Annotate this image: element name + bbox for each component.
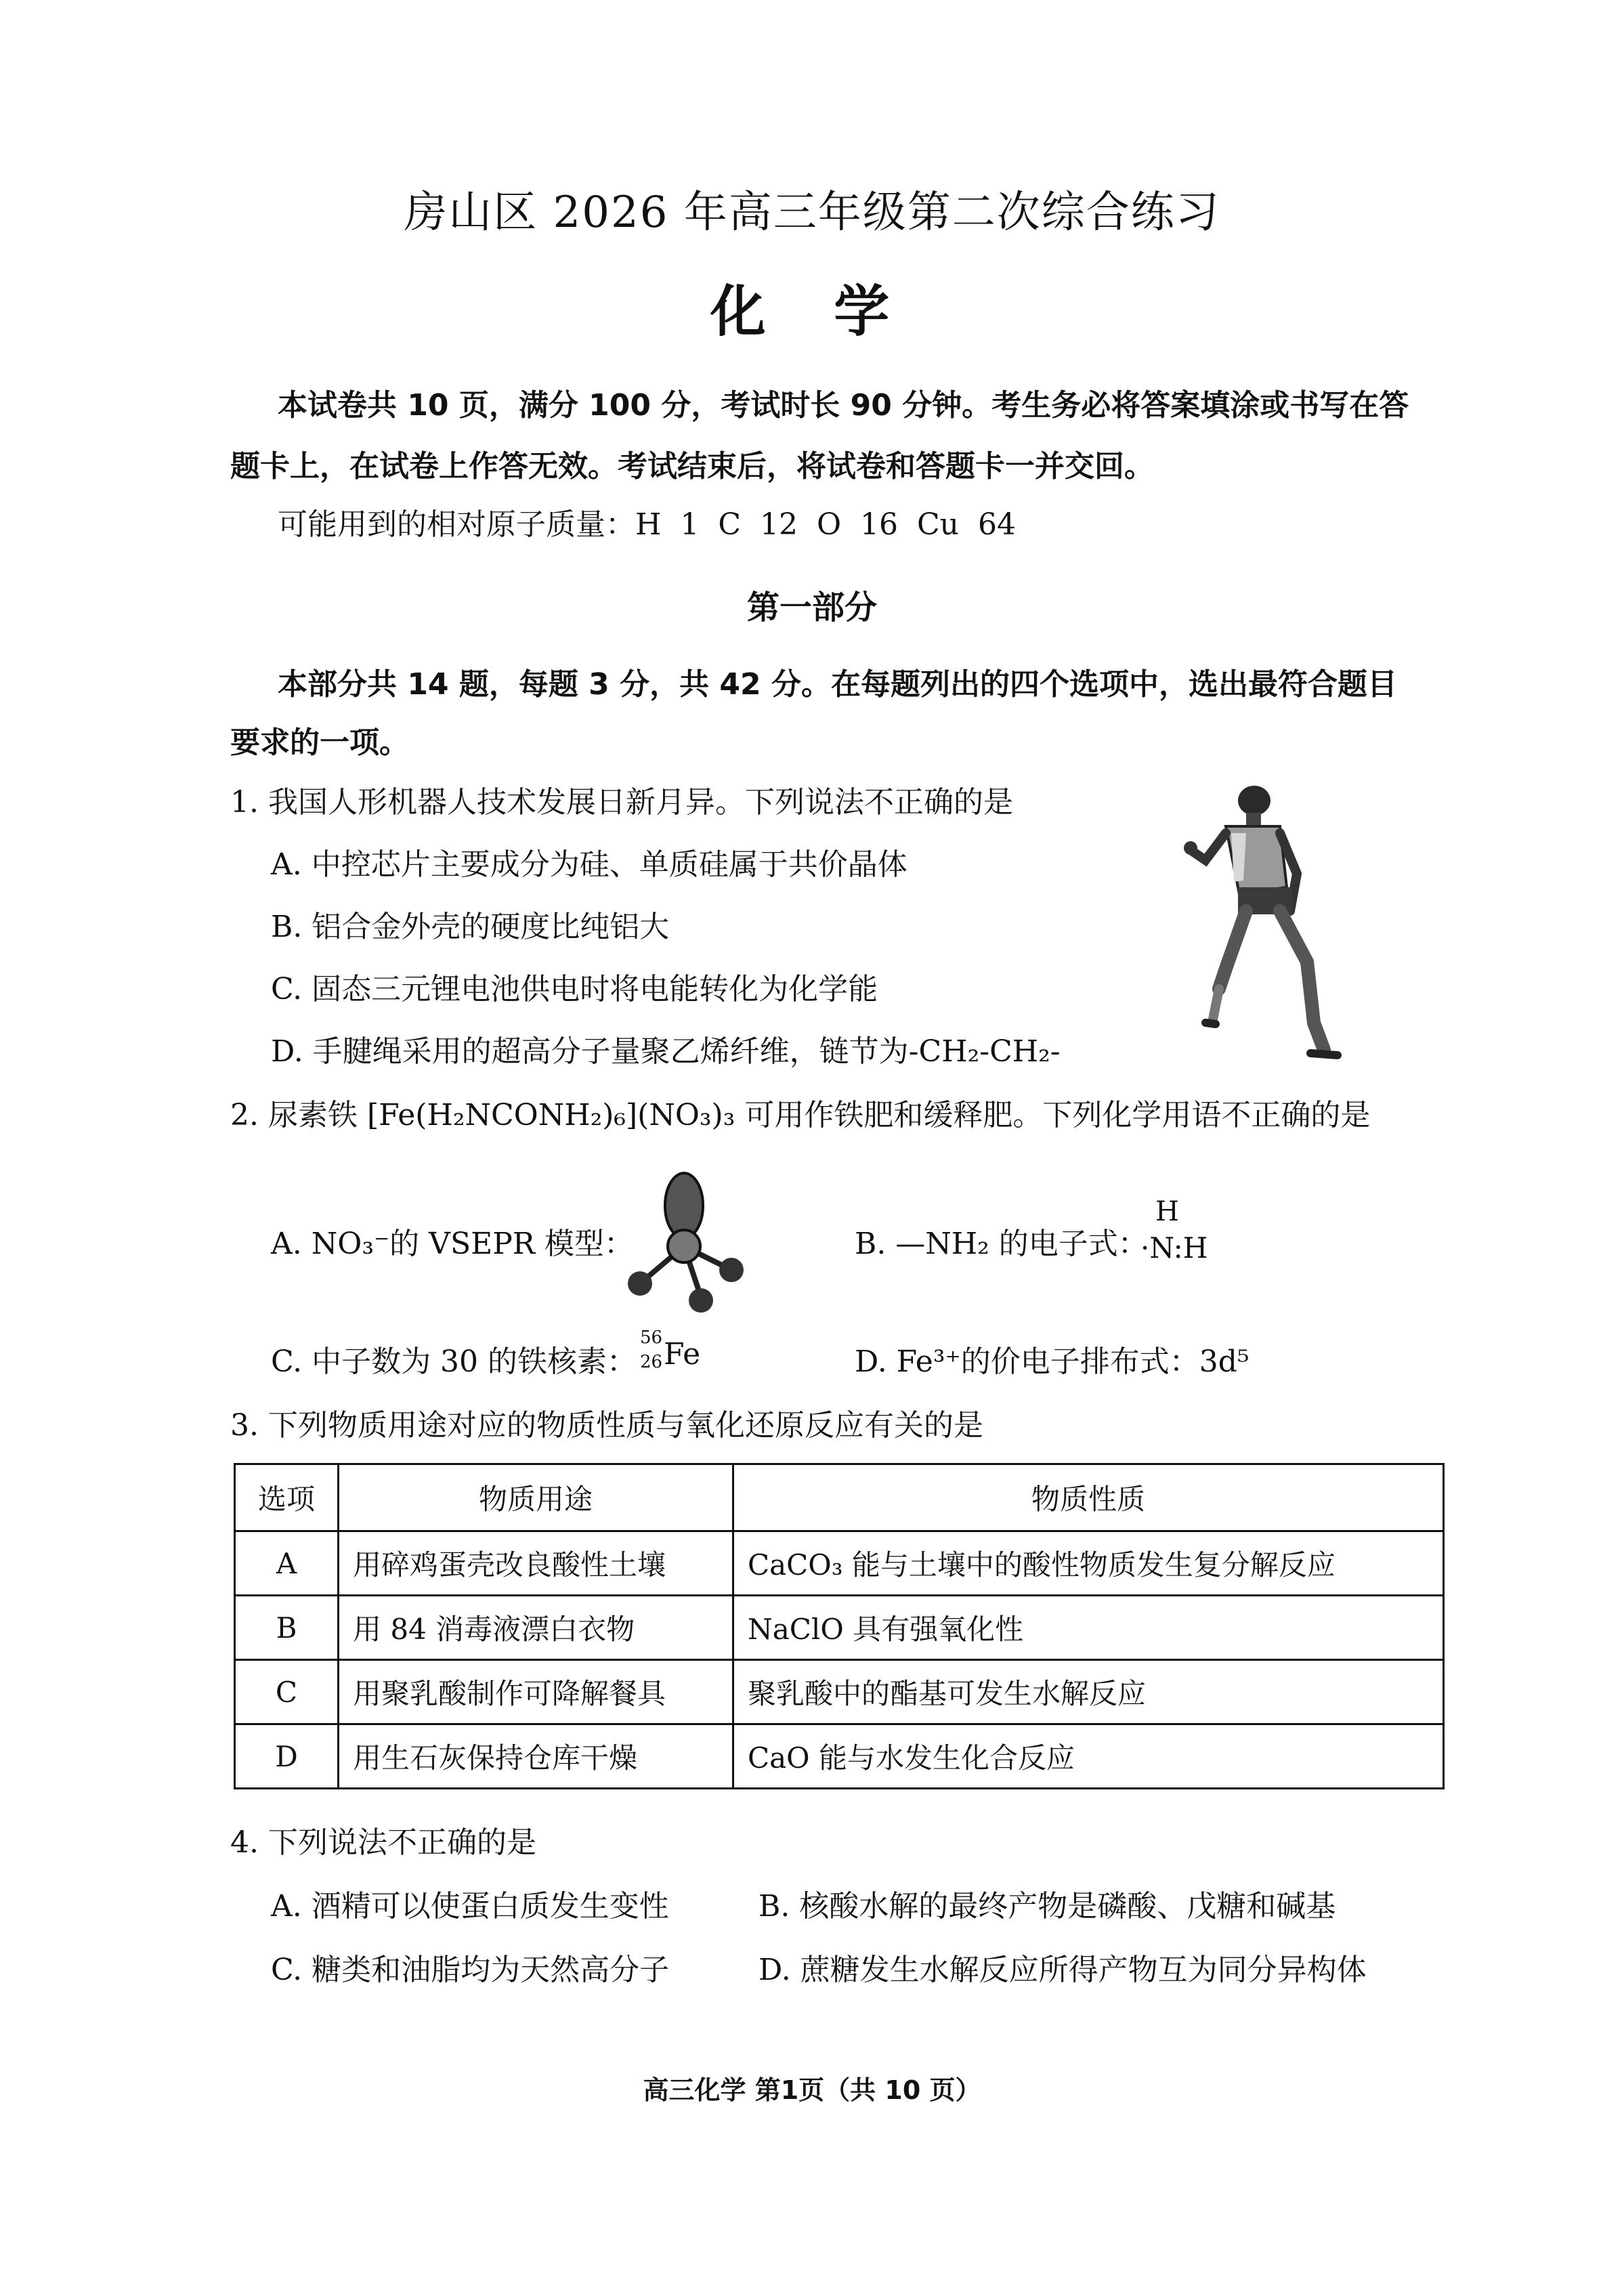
- table-row: [235, 1724, 1444, 1789]
- table-cell: B: [235, 1596, 339, 1660]
- table-cell: 用生石灰保持仓库干燥: [339, 1724, 733, 1789]
- table-cell: 用聚乳酸制作可降解餐具: [339, 1660, 733, 1724]
- table-row: [235, 1596, 1444, 1660]
- part1-intro-line-2: 要求的一项。: [230, 725, 409, 760]
- table-cell: C: [235, 1660, 339, 1724]
- q3-table: [234, 1463, 1445, 1789]
- q2-option-a: A. NO₃⁻的 VSEPR 模型：: [271, 1227, 634, 1261]
- q1-option-b: B. 铝合金外壳的硬度比纯铝大: [271, 910, 670, 944]
- table-row: [235, 1660, 1444, 1724]
- humanoid-robot-image: [1178, 786, 1354, 1070]
- q2-c-atomic-number: 26: [640, 1352, 663, 1372]
- instructions-line-2: 题卡上，在试卷上作答无效。考试结束后，将试卷和答题卡一并交回。: [230, 449, 1154, 484]
- q2-option-b: B. —NH₂ 的电子式：: [855, 1227, 1148, 1261]
- part1-heading: 第一部分: [746, 589, 877, 627]
- q4-stem: 4. 下列说法不正确的是: [230, 1825, 536, 1860]
- table-cell: A: [235, 1531, 339, 1596]
- page-footer: 高三化学 第1页（共 10 页）: [643, 2075, 981, 2105]
- q4-option-b: B. 核酸水解的最终产物是磷酸、戊糖和碱基: [758, 1889, 1336, 1924]
- table-cell: 用碎鸡蛋壳改良酸性土壤: [339, 1531, 733, 1596]
- q2-c-element-symbol: Fe: [664, 1337, 701, 1372]
- q4-option-c: C. 糖类和油脂均为天然高分子: [271, 1953, 670, 1987]
- atomic-masses: 可能用到的相对原子质量：H 1 C 12 O 16 Cu 64: [278, 507, 1016, 542]
- table-cell: 用 84 消毒液漂白衣物: [339, 1596, 733, 1660]
- q1-option-c: C. 固态三元锂电池供电时将电能转化为化学能: [271, 972, 878, 1006]
- instructions-line-1: 本试卷共 10 页，满分 100 分，考试时长 90 分钟。考生务必将答案填涂或书写在答: [278, 388, 1409, 423]
- exam-title: 房山区 2026 年高三年级第二次综合练习: [404, 188, 1220, 238]
- q3-stem: 3. 下列物质用途对应的物质性质与氧化还原反应有关的是: [230, 1408, 983, 1443]
- q1-option-d: D. 手腱绳采用的超高分子量聚乙烯纤维，链节为-CH₂-CH₂-: [271, 1034, 1061, 1069]
- table-cell: CaCO₃ 能与土壤中的酸性物质发生复分解反应: [733, 1531, 1444, 1596]
- table-header-cell: 物质用途: [339, 1464, 733, 1531]
- q4-option-a: A. 酒精可以使蛋白质发生变性: [271, 1889, 669, 1924]
- q2-stem: 2. 尿素铁 [Fe(H₂NCONH₂)₆](NO₃)₃ 可用作铁肥和缓释肥。下列化学用语不正确的是: [230, 1098, 1371, 1132]
- part1-intro-line-1: 本部分共 14 题，每题 3 分，共 42 分。在每题列出的四个选项中，选出最符合题目: [278, 667, 1397, 702]
- table-header-row: [235, 1464, 1444, 1531]
- table-cell: CaO 能与水发生化合反应: [733, 1724, 1444, 1789]
- table-row: [235, 1531, 1444, 1596]
- table-header-cell: 物质性质: [733, 1464, 1444, 1531]
- q2-option-d: D. Fe³⁺的价电子排布式：3d⁵: [855, 1344, 1249, 1379]
- q1-stem: 1. 我国人形机器人技术发展日新月异。下列说法不正确的是: [230, 785, 1013, 820]
- q2-b-hydrogen-top: H: [1155, 1196, 1179, 1227]
- q4-option-d: D. 蔗糖发生水解反应所得产物互为同分异构体: [758, 1953, 1367, 1987]
- q2-c-mass-number: 56: [640, 1328, 663, 1348]
- vsepr-model-image: [613, 1168, 762, 1324]
- q2-option-c: C. 中子数为 30 的铁核素：: [271, 1344, 637, 1379]
- table-header-cell: 选项: [235, 1464, 339, 1531]
- q1-option-a: A. 中控芯片主要成分为硅、单质硅属于共价晶体: [271, 847, 907, 882]
- table-cell: NaClO 具有强氧化性: [733, 1596, 1444, 1660]
- subject-title: 化 学: [710, 279, 914, 344]
- table-cell: D: [235, 1724, 339, 1789]
- table-cell: 聚乳酸中的酯基可发生水解反应: [733, 1660, 1444, 1724]
- q2-b-electron-formula: ·N:H: [1140, 1231, 1208, 1265]
